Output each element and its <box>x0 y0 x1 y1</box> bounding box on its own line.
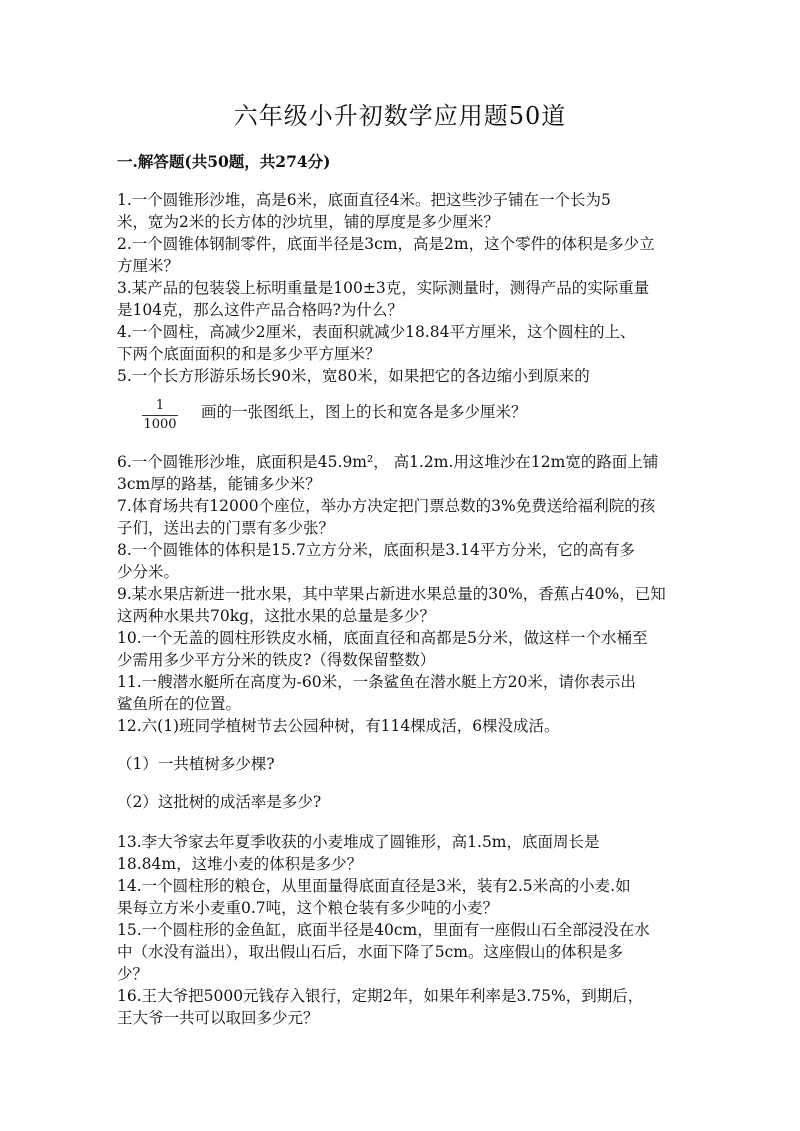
question-line: 画的一张图纸上，图上的长和宽各是多少厘米？ <box>201 403 527 421</box>
question-line: 8.一个圆锥体的体积是15.7立方分米，底面积是3.14平方分米，它的高有多 <box>117 541 635 559</box>
fraction-numerator: 1 <box>155 398 165 413</box>
question-line: 18.84m，这堆小麦的体积是多少？ <box>117 855 363 873</box>
question-line: 13.李大爷家去年夏季收获的小麦堆成了圆锥形，高1.5m，底面周长是 <box>117 833 600 851</box>
question-line: 6.一个圆锥形沙堆，底面积是45.9m²， 高1.2m.用这堆沙在12m宽的路面上铺 <box>117 453 659 471</box>
question-line: 7.体育场共有12000个座位，举办方决定把门票总数的3%免费送给福利院的孩 <box>117 497 656 515</box>
fraction <box>140 398 180 433</box>
question-line: 子们，送出去的门票有多少张？ <box>117 519 335 537</box>
question-line: 12.六(1)班同学植树节去公园种树，有114棵成活，6棵没成活。 <box>117 717 560 735</box>
question-line: 少分米。 <box>117 563 180 581</box>
fraction-denominator: 1000 <box>143 417 177 432</box>
question-line: 9.某水果店新进一批水果，其中苹果占新进水果总量的30%，香蕉占40%，已知 <box>117 585 666 603</box>
question-line: 下两个底面面积的和是多少平方厘米？ <box>117 345 381 363</box>
question-line: 10.一个无盖的圆柱形铁皮水桶，底面直径和高都是5分米，做这样一个水桶至 <box>117 629 648 647</box>
question-line: 中（水没有溢出），取出假山石后，水面下降了5cm。这座假山的体积是多 <box>117 943 623 961</box>
section-heading: 一.解答题(共50题，共274分) <box>117 152 331 171</box>
question-line: 方厘米？ <box>117 257 180 275</box>
fraction-bar <box>142 415 178 416</box>
question-line: 王大爷一共可以取回多少元？ <box>117 1009 319 1027</box>
question-line: 米，宽为2米的长方体的沙坑里，铺的厚度是多少厘米？ <box>117 213 499 231</box>
page-title: 六年级小升初数学应用题50道 <box>233 102 567 130</box>
question-line: 15.一个圆柱形的金鱼缸，底面半径是40cm，里面有一座假山石全部浸没在水 <box>117 921 650 939</box>
question-line: 1.一个圆锥形沙堆，高是6米，底面直径4米。把这些沙子铺在一个长为5 <box>117 191 611 209</box>
question-line: 2.一个圆锥体钢制零件，底面半径是3cm，高是2m，这个零件的体积是多少立 <box>117 235 655 253</box>
question-line: 果每立方米小麦重0.7吨，这个粮仓装有多少吨的小麦？ <box>117 899 499 917</box>
question-line: 这两种水果共70kg，这批水果的总量是多少？ <box>117 607 436 625</box>
question-line: 14.一个圆柱形的粮仓，从里面量得底面直径是3米，装有2.5米高的小麦.如 <box>117 877 631 895</box>
question-line: 鲨鱼所在的位置。 <box>117 695 242 713</box>
sub-question: （1）一共植树多少棵? <box>117 755 275 773</box>
sub-question: （2）这批树的成活率是多少? <box>117 793 322 811</box>
question-line: 5.一个长方形游乐场长90米，宽80米，如果把它的各边缩小到原来的 <box>117 367 590 385</box>
question-line: 是104克，那么这件产品合格吗?为什么？ <box>117 301 403 319</box>
question-line: 少需用多少平方分米的铁皮?（得数保留整数） <box>117 651 436 669</box>
question-line: 少？ <box>117 965 149 983</box>
question-line: 16.王大爷把5000元钱存入银行，定期2年，如果年利率是3.75%，到期后， <box>117 987 644 1005</box>
question-line: 4.一个圆柱，高减少2厘米，表面积就减少18.84平方厘米，这个圆柱的上、 <box>117 323 636 341</box>
question-line: 3cm厚的路基，能铺多少米？ <box>117 475 321 493</box>
question-line: 11.一艘潜水艇所在高度为-60米，一条鲨鱼在潜水艇上方20米，请你表示出 <box>117 673 636 691</box>
question-line: 3.某产品的包装袋上标明重量是100±3克，实际测量时，测得产品的实际重量 <box>117 279 650 297</box>
